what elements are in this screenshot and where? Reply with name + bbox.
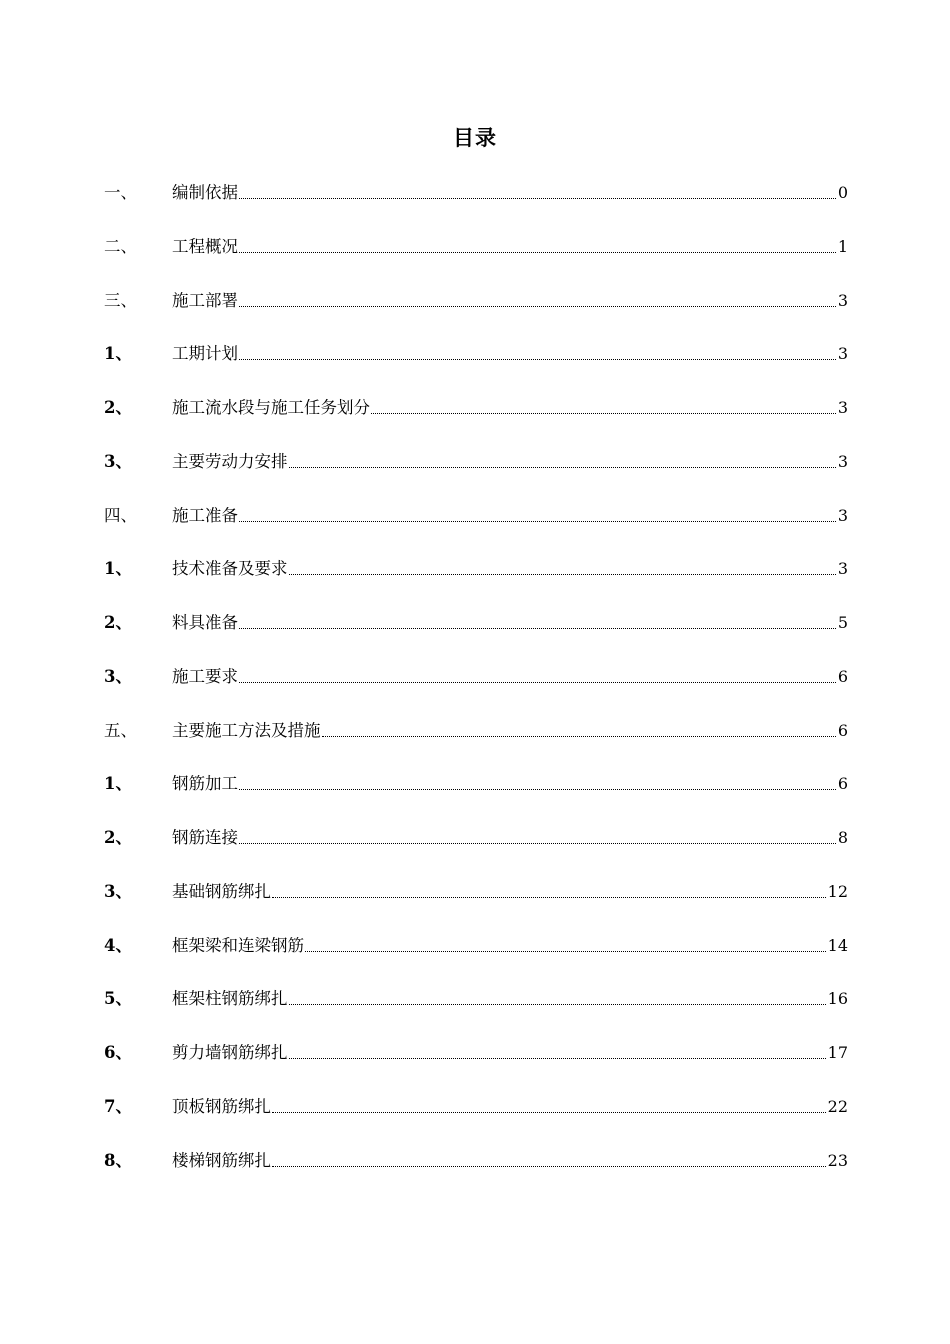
toc-entry-title: 基础钢筋绑扎 bbox=[172, 881, 271, 901]
toc-dot-leader bbox=[289, 442, 836, 482]
toc-entry-number: 五、 bbox=[104, 720, 137, 740]
toc-entry-title: 框架柱钢筋绑扎 bbox=[172, 989, 288, 1009]
toc-dot-leader bbox=[239, 764, 836, 804]
toc-entry-page-number: 3 bbox=[837, 398, 848, 417]
toc-entry-title: 主要施工方法及措施 bbox=[172, 720, 321, 740]
toc-entry[interactable] bbox=[104, 926, 848, 966]
toc-entry-number: 5、 bbox=[104, 989, 132, 1009]
toc-entry-page-number: 3 bbox=[837, 505, 848, 525]
toc-entry-page-number: 1 bbox=[837, 236, 848, 256]
toc-dot-leader bbox=[371, 388, 836, 428]
toc-entry-number: 2、 bbox=[104, 828, 132, 847]
toc-entry-page-number: 8 bbox=[837, 828, 848, 847]
toc-entry[interactable] bbox=[104, 1033, 848, 1073]
toc-entry-number: 3、 bbox=[104, 451, 132, 471]
toc-entry-number: 3、 bbox=[104, 666, 132, 686]
toc-entry-title: 施工流水段与施工任务划分 bbox=[172, 398, 370, 417]
toc-dot-leader bbox=[272, 872, 826, 912]
toc-entry-title: 钢筋连接 bbox=[172, 828, 238, 847]
toc-dot-leader bbox=[239, 603, 836, 643]
toc-entry-page-number: 23 bbox=[827, 1150, 848, 1170]
toc-dot-leader bbox=[239, 227, 836, 267]
toc-entry-page-number: 6 bbox=[837, 666, 848, 686]
toc-entry-title: 施工部署 bbox=[172, 290, 238, 310]
toc-dot-leader bbox=[272, 1087, 826, 1127]
toc-entry-number: 4、 bbox=[104, 935, 132, 955]
toc-entry-number: 1、 bbox=[104, 774, 132, 794]
toc-dot-leader bbox=[322, 711, 836, 751]
toc-entry[interactable] bbox=[104, 603, 848, 643]
toc-entry-title: 剪力墙钢筋绑扎 bbox=[172, 1043, 288, 1062]
toc-entry-title: 顶板钢筋绑扎 bbox=[172, 1096, 271, 1116]
toc-entry-title: 主要劳动力安排 bbox=[172, 451, 288, 471]
toc-entry[interactable] bbox=[104, 764, 848, 804]
toc-entry-page-number: 12 bbox=[827, 881, 848, 901]
toc-entry-title: 施工要求 bbox=[172, 666, 238, 686]
toc-dot-leader bbox=[272, 1141, 826, 1181]
toc-entry[interactable] bbox=[104, 281, 848, 321]
toc-entry-page-number: 17 bbox=[827, 1043, 848, 1062]
toc-dot-leader bbox=[239, 496, 836, 536]
toc-entry-number: 3、 bbox=[104, 881, 132, 901]
toc-entry[interactable] bbox=[104, 979, 848, 1019]
toc-dot-leader bbox=[239, 657, 836, 697]
toc-entry-page-number: 14 bbox=[827, 935, 848, 955]
toc-entry-number: 2、 bbox=[104, 398, 132, 417]
toc-entry-page-number: 6 bbox=[837, 774, 848, 794]
toc-dot-leader bbox=[239, 173, 836, 213]
toc-dot-leader bbox=[289, 1033, 826, 1073]
toc-entry-number: 一、 bbox=[104, 183, 137, 202]
toc-entry-number: 四、 bbox=[104, 505, 137, 525]
toc-entry-page-number: 3 bbox=[837, 344, 848, 364]
toc-dot-leader bbox=[239, 818, 836, 858]
toc-entry-number: 6、 bbox=[104, 1043, 132, 1062]
toc-dot-leader bbox=[289, 979, 826, 1019]
toc-entry[interactable] bbox=[104, 388, 848, 428]
toc-entry-number: 2、 bbox=[104, 613, 132, 632]
toc-entry-title: 钢筋加工 bbox=[172, 774, 238, 794]
toc-entry-number: 1、 bbox=[104, 559, 132, 579]
toc-entry-number: 三、 bbox=[104, 290, 137, 310]
toc-entry-title: 料具准备 bbox=[172, 613, 238, 632]
toc-entry-page-number: 22 bbox=[827, 1096, 848, 1116]
toc-entry[interactable] bbox=[104, 711, 848, 751]
toc-entry[interactable] bbox=[104, 549, 848, 589]
toc-entry-title: 技术准备及要求 bbox=[172, 559, 288, 579]
toc-dot-leader bbox=[239, 334, 836, 374]
toc-entry-page-number: 6 bbox=[837, 720, 848, 740]
toc-entry[interactable] bbox=[104, 872, 848, 912]
toc-dot-leader bbox=[305, 926, 826, 966]
toc-entry-number: 二、 bbox=[104, 236, 137, 256]
toc-entry[interactable] bbox=[104, 173, 848, 213]
toc-entry-title: 框架梁和连梁钢筋 bbox=[172, 935, 304, 955]
toc-entry[interactable] bbox=[104, 1141, 848, 1181]
toc-entry-title: 工期计划 bbox=[172, 344, 238, 364]
toc-entry-number: 8、 bbox=[104, 1150, 132, 1170]
toc-entry[interactable] bbox=[104, 334, 848, 374]
toc-entry-title: 楼梯钢筋绑扎 bbox=[172, 1150, 271, 1170]
toc-entry-title: 编制依据 bbox=[172, 183, 238, 202]
toc-dot-leader bbox=[239, 281, 836, 321]
toc-dot-leader bbox=[289, 549, 836, 589]
toc-entry-number: 1、 bbox=[104, 344, 132, 364]
toc-entry-page-number: 3 bbox=[837, 290, 848, 310]
toc-entry-title: 施工准备 bbox=[172, 505, 238, 525]
toc-entry[interactable] bbox=[104, 227, 848, 267]
toc-entry-page-number: 3 bbox=[837, 451, 848, 471]
toc-entry-page-number: 5 bbox=[837, 613, 848, 632]
toc-entry[interactable] bbox=[104, 442, 848, 482]
toc-entry-title: 工程概况 bbox=[172, 236, 238, 256]
toc-entry[interactable] bbox=[104, 1087, 848, 1127]
toc-entry-page-number: 16 bbox=[827, 989, 848, 1009]
toc-entry[interactable] bbox=[104, 496, 848, 536]
page-title: 目录 bbox=[453, 125, 497, 150]
toc-entry-page-number: 0 bbox=[837, 183, 848, 202]
toc-entry-page-number: 3 bbox=[837, 559, 848, 579]
toc-entry-number: 7、 bbox=[104, 1096, 132, 1116]
toc-entry[interactable] bbox=[104, 657, 848, 697]
toc-entry[interactable] bbox=[104, 818, 848, 858]
